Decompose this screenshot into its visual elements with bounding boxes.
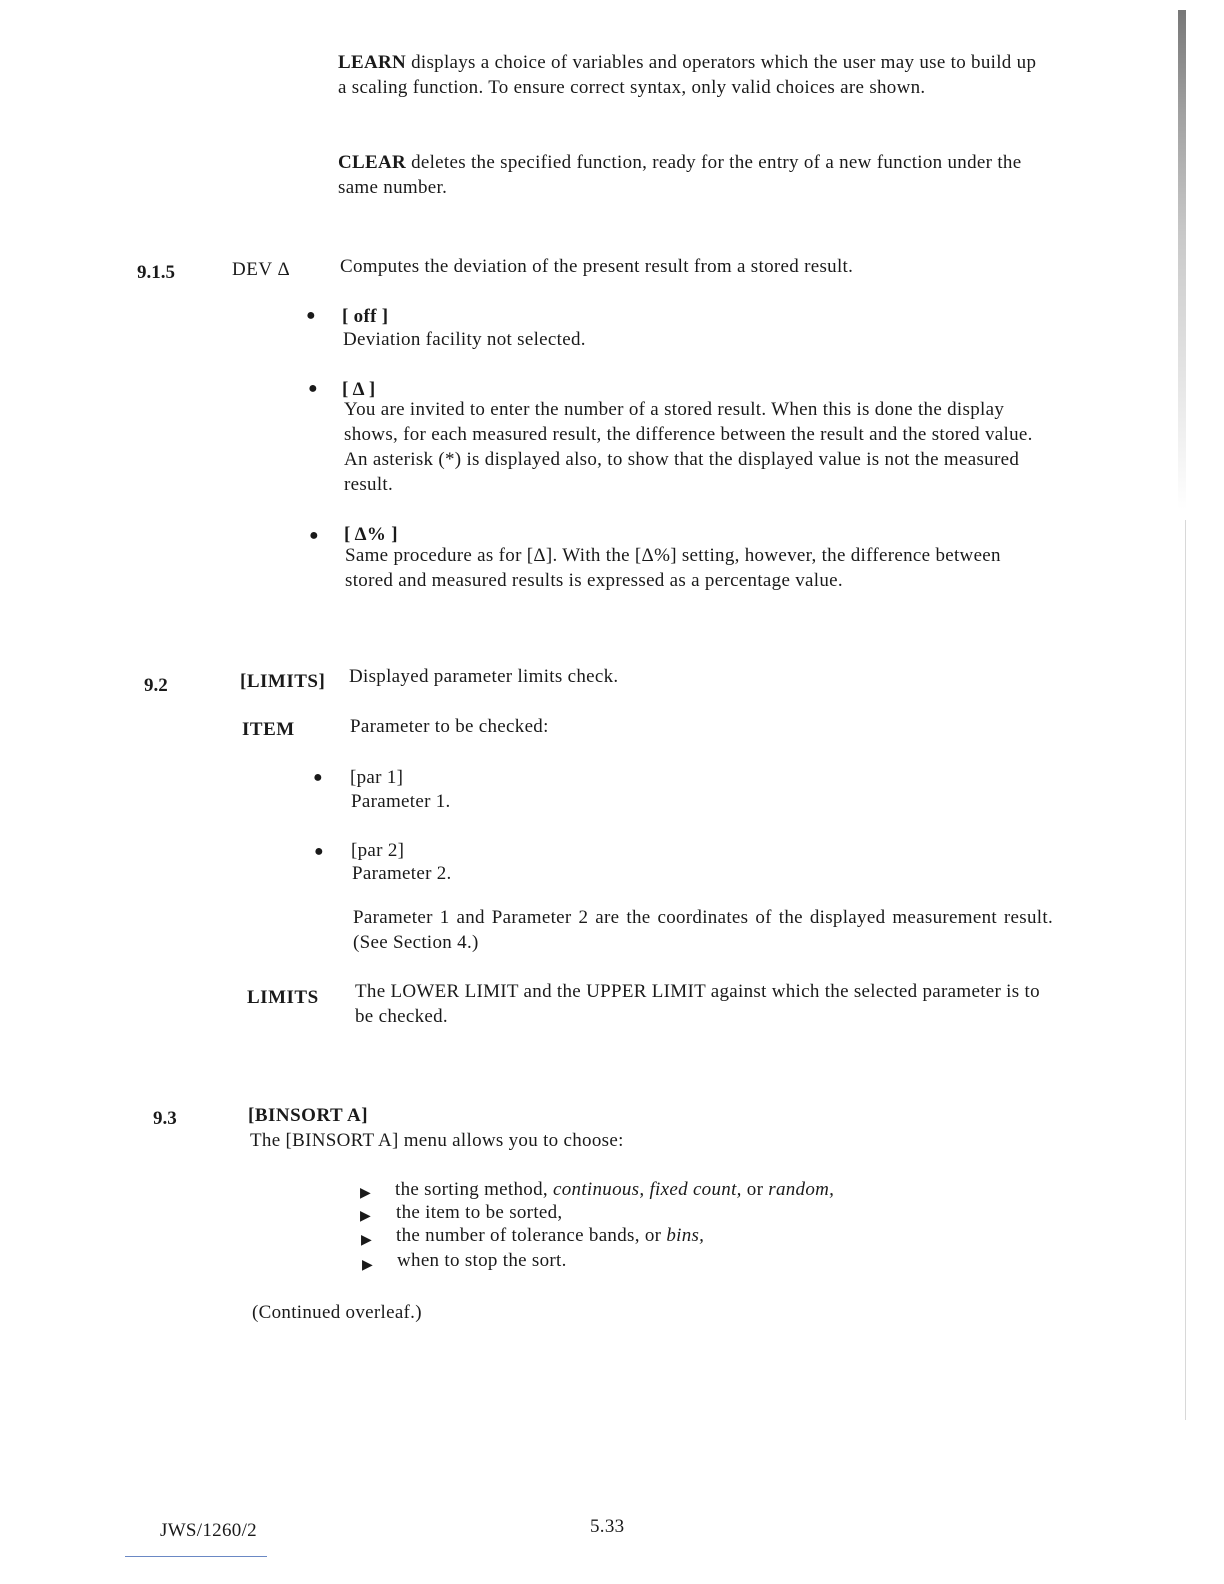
par2-text: Parameter 2. — [352, 863, 452, 884]
clear-paragraph — [338, 150, 1038, 200]
learn-text: displays a choice of variables and operators which the user may use to build up a scaling function. To ensure correct syntax, only valid choices are shown. — [338, 52, 1037, 98]
section-number-9-2: 9.2 — [144, 675, 168, 696]
bins-term: bins, — [666, 1225, 705, 1246]
arrow-bullet-icon: ▶ — [362, 1258, 373, 1273]
par1-text: Parameter 1. — [351, 791, 451, 812]
learn-keyword: LEARN — [338, 52, 407, 73]
parameters-note: Parameter 1 and Parameter 2 are the coordinates of the displayed measurement result. (See Section 4.) — [353, 907, 1053, 953]
binsort-option-bins — [396, 1223, 1036, 1248]
option-delta-percent-text: Same procedure as for [Δ]. With the [Δ%] setting, however, the difference between stored and measured results is expressed as a percentage value. — [345, 545, 1001, 591]
bullet-icon: ● — [306, 307, 316, 324]
bullet-icon: ● — [308, 380, 318, 397]
bins-prefix: the number of tolerance bands, or — [396, 1225, 667, 1246]
learn-paragraph — [338, 50, 1038, 100]
bullet-icon: ● — [309, 527, 319, 544]
item-text: Parameter to be checked: — [350, 716, 549, 737]
scan-edge-shadow — [1178, 10, 1186, 510]
limits-label: LIMITS — [247, 987, 319, 1008]
bullet-icon: ● — [313, 769, 323, 786]
option-delta-title: [ Δ ] — [342, 379, 376, 400]
clear-text: deletes the specified function, ready for the entry of a new function under the same number. — [338, 152, 1022, 198]
limits-description: Displayed parameter limits check. — [349, 666, 619, 687]
option-delta-percent-title: [ Δ% ] — [344, 524, 398, 545]
par1-title: [par 1] — [350, 767, 404, 788]
par2-title: [par 2] — [351, 840, 405, 861]
sorting-method-prefix: the sorting method, — [395, 1179, 553, 1200]
option-delta-text: You are invited to enter the number of a stored result. When this is done the display shows, for each measured result, the difference between the result and the stored value. An asterisk (*) is displayed also, to show that the displayed value is not the measured result. — [344, 399, 1033, 495]
clear-keyword: CLEAR — [338, 152, 407, 173]
sorting-method-or: or — [741, 1179, 769, 1200]
arrow-bullet-icon: ▶ — [360, 1186, 371, 1201]
option-off-title: [ off ] — [342, 306, 389, 327]
dev-delta-label: DEV Δ — [232, 259, 291, 280]
footer-rule — [125, 1556, 267, 1557]
binsort-title: [BINSORT A] — [248, 1105, 369, 1126]
arrow-bullet-icon: ▶ — [361, 1233, 372, 1248]
binsort-intro: The [BINSORT A] menu allows you to choose: — [250, 1130, 624, 1151]
section-number-9-3: 9.3 — [153, 1108, 177, 1129]
section-number-9-1-5: 9.1.5 — [137, 262, 175, 283]
sorting-method-options: continuous, fixed count, — [552, 1179, 742, 1200]
item-label: ITEM — [242, 719, 295, 740]
document-reference: JWS/1260/2 — [160, 1520, 257, 1541]
sorting-method-random: random, — [768, 1179, 835, 1200]
dev-delta-description: Computes the deviation of the present result from a stored result. — [340, 256, 854, 277]
continued-note: (Continued overleaf.) — [252, 1302, 422, 1323]
bullet-icon: ● — [314, 843, 324, 860]
option-off-text: Deviation facility not selected. — [343, 329, 586, 350]
scan-edge-line — [1185, 520, 1186, 1420]
limits-text: The LOWER LIMIT and the UPPER LIMIT against which the selected parameter is to be checked. — [355, 981, 1040, 1027]
binsort-option-item: the item to be sorted, — [396, 1202, 563, 1223]
binsort-option-sorting-method — [395, 1177, 1035, 1202]
page-number: 5.33 — [590, 1516, 625, 1537]
binsort-option-stop: when to stop the sort. — [397, 1250, 567, 1271]
limits-menu-label: [LIMITS] — [240, 671, 326, 692]
arrow-bullet-icon: ▶ — [360, 1209, 371, 1224]
